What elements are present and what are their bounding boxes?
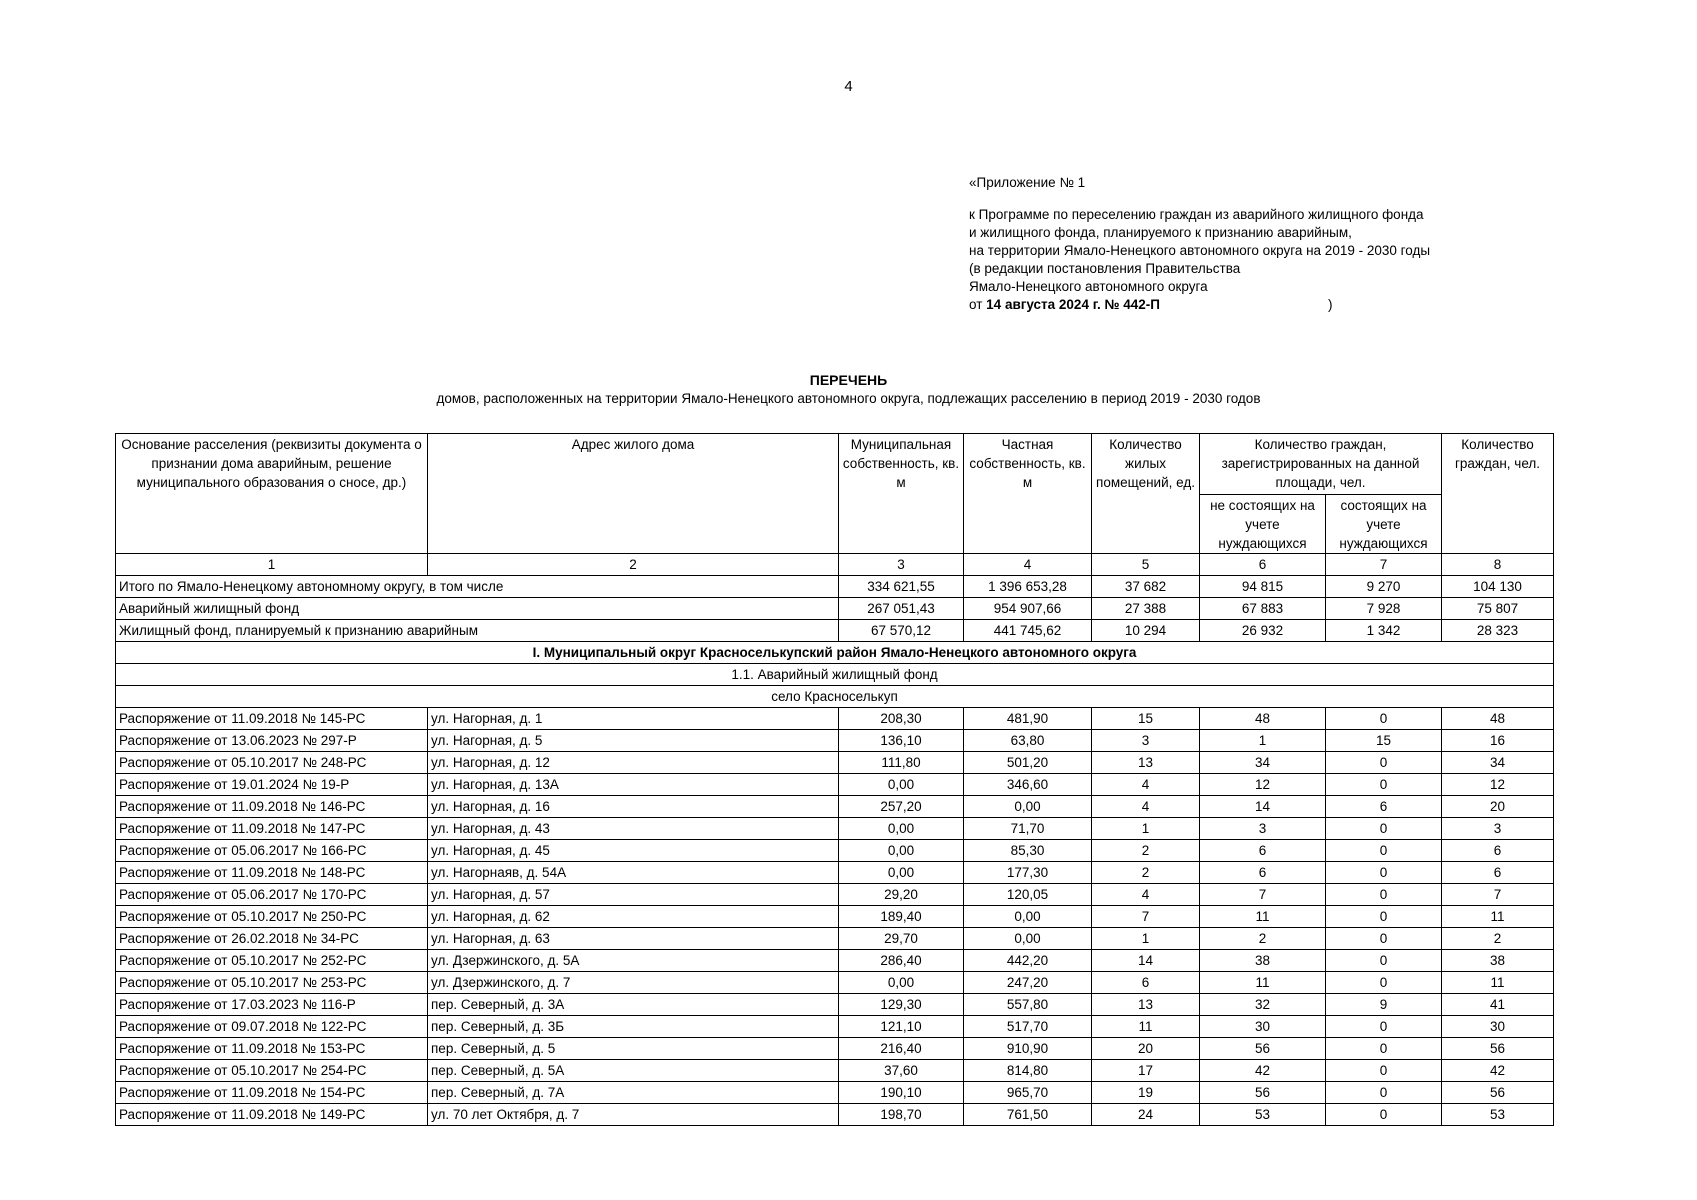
premises-cell: 15 (1092, 708, 1200, 730)
registered-cell: 0 (1326, 1082, 1442, 1104)
houses-table (115, 433, 1554, 1126)
table-row (116, 906, 1554, 928)
basis-cell: Распоряжение от 11.09.2018 № 148-РС (116, 862, 428, 884)
totals-row (116, 598, 1554, 620)
header-premises-count: Количество жилых помещений, ед. (1092, 434, 1200, 554)
header-citizens-group: Количество граждан, зарегистрированных на данной площади, чел. (1200, 434, 1442, 495)
total-cell: 7 (1442, 884, 1554, 906)
premises-cell: 19 (1092, 1082, 1200, 1104)
subsection-title: 1.1. Аварийный жилищный фонд (116, 664, 1554, 686)
locality-row (116, 686, 1554, 708)
not-registered-cell: 30 (1200, 1016, 1326, 1038)
not-registered-cell: 32 (1200, 994, 1326, 1016)
totals-label: Итого по Ямало-Ненецкому автономному округу, в том числе (116, 576, 839, 598)
not-registered-cell: 12 (1200, 774, 1326, 796)
premises-cell: 13 (1092, 994, 1200, 1016)
total-cell: 53 (1442, 1104, 1554, 1126)
section-row (116, 642, 1554, 664)
registered-cell: 0 (1326, 1104, 1442, 1126)
basis-cell: Распоряжение от 05.10.2017 № 250-РС (116, 906, 428, 928)
municipal-area-cell: 286,40 (839, 950, 964, 972)
private-area-cell: 0,00 (964, 928, 1092, 950)
premises-cell: 17 (1092, 1060, 1200, 1082)
total-cell: 11 (1442, 972, 1554, 994)
header-registered: состоящих на учете нуждающихся (1326, 494, 1442, 554)
table-row (116, 928, 1554, 950)
address-cell: ул. Нагорнаяв, д. 54А (428, 862, 839, 884)
appendix-title: «Приложение № 1 (969, 175, 1086, 190)
address-cell: ул. Нагорная, д. 5 (428, 730, 839, 752)
totals-value: 1 396 653,28 (964, 576, 1092, 598)
premises-cell: 2 (1092, 862, 1200, 884)
total-cell: 42 (1442, 1060, 1554, 1082)
not-registered-cell: 6 (1200, 862, 1326, 884)
column-number: 2 (428, 554, 839, 576)
basis-cell: Распоряжение от 17.03.2023 № 116-Р (116, 994, 428, 1016)
address-cell: пер. Северный, д. 3Б (428, 1016, 839, 1038)
totals-value: 67 883 (1200, 598, 1326, 620)
municipal-area-cell: 198,70 (839, 1104, 964, 1126)
not-registered-cell: 1 (1200, 730, 1326, 752)
not-registered-cell: 2 (1200, 928, 1326, 950)
address-cell: ул. Нагорная, д. 63 (428, 928, 839, 950)
registered-cell: 0 (1326, 1038, 1442, 1060)
total-cell: 3 (1442, 818, 1554, 840)
totals-label: Аварийный жилищный фонд (116, 598, 839, 620)
table-row (116, 862, 1554, 884)
totals-value: 441 745,62 (964, 620, 1092, 642)
private-area-cell: 442,20 (964, 950, 1092, 972)
table-row (116, 1082, 1554, 1104)
totals-value: 267 051,43 (839, 598, 964, 620)
address-cell: ул. Нагорная, д. 1 (428, 708, 839, 730)
private-area-cell: 481,90 (964, 708, 1092, 730)
column-number: 8 (1442, 554, 1554, 576)
premises-cell: 3 (1092, 730, 1200, 752)
registered-cell: 15 (1326, 730, 1442, 752)
premises-cell: 14 (1092, 950, 1200, 972)
basis-cell: Распоряжение от 09.07.2018 № 122-РС (116, 1016, 428, 1038)
table-row (116, 1016, 1554, 1038)
premises-cell: 20 (1092, 1038, 1200, 1060)
municipal-area-cell: 37,60 (839, 1060, 964, 1082)
column-number: 7 (1326, 554, 1442, 576)
header-address: Адрес жилого дома (428, 434, 839, 554)
not-registered-cell: 53 (1200, 1104, 1326, 1126)
premises-cell: 6 (1092, 972, 1200, 994)
table-row (116, 730, 1554, 752)
registered-cell: 0 (1326, 752, 1442, 774)
table-row (116, 1038, 1554, 1060)
municipal-area-cell: 0,00 (839, 774, 964, 796)
table-row (116, 796, 1554, 818)
total-cell: 12 (1442, 774, 1554, 796)
basis-cell: Распоряжение от 11.09.2018 № 153-РС (116, 1038, 428, 1060)
decree-reference: 14 августа 2024 г. № 442-П (986, 297, 1160, 312)
appendix-line: (в редакции постановления Правительства (969, 261, 1241, 276)
private-area-cell: 517,70 (964, 1016, 1092, 1038)
municipal-area-cell: 189,40 (839, 906, 964, 928)
premises-cell: 11 (1092, 1016, 1200, 1038)
table-row (116, 884, 1554, 906)
basis-cell: Распоряжение от 05.10.2017 № 252-РС (116, 950, 428, 972)
municipal-area-cell: 129,30 (839, 994, 964, 1016)
private-area-cell: 85,30 (964, 840, 1092, 862)
address-cell: ул. Нагорная, д. 12 (428, 752, 839, 774)
address-cell: пер. Северный, д. 3А (428, 994, 839, 1016)
municipal-area-cell: 111,80 (839, 752, 964, 774)
address-cell: ул. 70 лет Октября, д. 7 (428, 1104, 839, 1126)
totals-value: 9 270 (1326, 576, 1442, 598)
private-area-cell: 177,30 (964, 862, 1092, 884)
address-cell: ул. Нагорная, д. 13А (428, 774, 839, 796)
registered-cell: 0 (1326, 862, 1442, 884)
basis-cell: Распоряжение от 05.06.2017 № 170-РС (116, 884, 428, 906)
address-cell: пер. Северный, д. 7А (428, 1082, 839, 1104)
section-title: I. Муниципальный округ Красноселькупский район Ямало-Ненецкого автономного округа (116, 642, 1554, 664)
not-registered-cell: 3 (1200, 818, 1326, 840)
private-area-cell: 247,20 (964, 972, 1092, 994)
total-cell: 56 (1442, 1082, 1554, 1104)
not-registered-cell: 7 (1200, 884, 1326, 906)
appendix-line: к Программе по переселению граждан из аварийного жилищного фонда (969, 207, 1424, 222)
address-cell: пер. Северный, д. 5А (428, 1060, 839, 1082)
municipal-area-cell: 190,10 (839, 1082, 964, 1104)
table-row (116, 1060, 1554, 1082)
basis-cell: Распоряжение от 11.09.2018 № 149-РС (116, 1104, 428, 1126)
totals-value: 94 815 (1200, 576, 1326, 598)
private-area-cell: 0,00 (964, 906, 1092, 928)
basis-cell: Распоряжение от 11.09.2018 № 154-РС (116, 1082, 428, 1104)
column-number: 1 (116, 554, 428, 576)
totals-row (116, 576, 1554, 598)
premises-cell: 1 (1092, 818, 1200, 840)
private-area-cell: 0,00 (964, 796, 1092, 818)
table-row (116, 950, 1554, 972)
not-registered-cell: 38 (1200, 950, 1326, 972)
decree-line (969, 296, 1589, 314)
registered-cell: 0 (1326, 774, 1442, 796)
municipal-area-cell: 0,00 (839, 840, 964, 862)
totals-row (116, 620, 1554, 642)
address-cell: пер. Северный, д. 5 (428, 1038, 839, 1060)
total-cell: 16 (1442, 730, 1554, 752)
basis-cell: Распоряжение от 05.10.2017 № 254-РС (116, 1060, 428, 1082)
table-row (116, 708, 1554, 730)
municipal-area-cell: 257,20 (839, 796, 964, 818)
registered-cell: 0 (1326, 928, 1442, 950)
premises-cell: 4 (1092, 884, 1200, 906)
total-cell: 41 (1442, 994, 1554, 1016)
basis-cell: Распоряжение от 13.06.2023 № 297-Р (116, 730, 428, 752)
not-registered-cell: 6 (1200, 840, 1326, 862)
premises-cell: 7 (1092, 906, 1200, 928)
page-number: 4 (844, 78, 853, 95)
appendix-line: Ямало-Ненецкого автономного округа (969, 279, 1208, 294)
header-total-citizens: Количество граждан, чел. (1442, 434, 1554, 554)
document-subtitle: домов, расположенных на территории Ямало-Ненецкого автономного округа, подлежащих расселению в период 2019 - 2030 годов (436, 391, 1261, 406)
address-cell: ул. Дзержинского, д. 7 (428, 972, 839, 994)
registered-cell: 0 (1326, 1016, 1442, 1038)
column-number: 5 (1092, 554, 1200, 576)
header-basis: Основание расселения (реквизиты документа о признании дома аварийным, решение муниципального образования о сносе, др.) (116, 434, 428, 554)
total-cell: 6 (1442, 862, 1554, 884)
not-registered-cell: 48 (1200, 708, 1326, 730)
locality-title: село Красноселькуп (116, 686, 1554, 708)
total-cell: 48 (1442, 708, 1554, 730)
column-numbers-row (116, 554, 1554, 576)
totals-label: Жилищный фонд, планируемый к признанию аварийным (116, 620, 839, 642)
registered-cell: 9 (1326, 994, 1442, 1016)
address-cell: ул. Нагорная, д. 43 (428, 818, 839, 840)
totals-value: 75 807 (1442, 598, 1554, 620)
address-cell: ул. Нагорная, д. 45 (428, 840, 839, 862)
table-row (116, 752, 1554, 774)
header-not-registered: не состоящих на учете нуждающихся (1200, 494, 1326, 554)
totals-value: 27 388 (1092, 598, 1200, 620)
premises-cell: 4 (1092, 774, 1200, 796)
private-area-cell: 910,90 (964, 1038, 1092, 1060)
total-cell: 20 (1442, 796, 1554, 818)
premises-cell: 13 (1092, 752, 1200, 774)
column-number: 6 (1200, 554, 1326, 576)
totals-value: 954 907,66 (964, 598, 1092, 620)
registered-cell: 0 (1326, 906, 1442, 928)
totals-value: 28 323 (1442, 620, 1554, 642)
basis-cell: Распоряжение от 11.09.2018 № 146-РС (116, 796, 428, 818)
table-row (116, 774, 1554, 796)
private-area-cell: 63,80 (964, 730, 1092, 752)
decree-prefix: от (969, 297, 983, 312)
table-row (116, 994, 1554, 1016)
table-row (116, 972, 1554, 994)
not-registered-cell: 34 (1200, 752, 1326, 774)
total-cell: 38 (1442, 950, 1554, 972)
totals-value: 10 294 (1092, 620, 1200, 642)
not-registered-cell: 14 (1200, 796, 1326, 818)
private-area-cell: 557,80 (964, 994, 1092, 1016)
municipal-area-cell: 0,00 (839, 972, 964, 994)
column-number: 3 (839, 554, 964, 576)
header-private-area: Частная собственность, кв. м (964, 434, 1092, 554)
address-cell: ул. Нагорная, д. 57 (428, 884, 839, 906)
premises-cell: 4 (1092, 796, 1200, 818)
private-area-cell: 814,80 (964, 1060, 1092, 1082)
not-registered-cell: 11 (1200, 972, 1326, 994)
basis-cell: Распоряжение от 05.10.2017 № 253-РС (116, 972, 428, 994)
premises-cell: 1 (1092, 928, 1200, 950)
municipal-area-cell: 29,70 (839, 928, 964, 950)
municipal-area-cell: 29,20 (839, 884, 964, 906)
not-registered-cell: 56 (1200, 1038, 1326, 1060)
registered-cell: 0 (1326, 708, 1442, 730)
registered-cell: 0 (1326, 840, 1442, 862)
table-row (116, 840, 1554, 862)
decree-close: ) (1328, 297, 1333, 312)
not-registered-cell: 56 (1200, 1082, 1326, 1104)
private-area-cell: 346,60 (964, 774, 1092, 796)
not-registered-cell: 11 (1200, 906, 1326, 928)
total-cell: 11 (1442, 906, 1554, 928)
table-row (116, 1104, 1554, 1126)
registered-cell: 0 (1326, 1060, 1442, 1082)
private-area-cell: 120,05 (964, 884, 1092, 906)
basis-cell: Распоряжение от 05.06.2017 № 166-РС (116, 840, 428, 862)
basis-cell: Распоряжение от 05.10.2017 № 248-РС (116, 752, 428, 774)
basis-cell: Распоряжение от 26.02.2018 № 34-РС (116, 928, 428, 950)
municipal-area-cell: 0,00 (839, 818, 964, 840)
appendix-line: и жилищного фонда, планируемого к признанию аварийным, (969, 225, 1352, 240)
totals-value: 334 621,55 (839, 576, 964, 598)
basis-cell: Распоряжение от 11.09.2018 № 147-РС (116, 818, 428, 840)
address-cell: ул. Нагорная, д. 16 (428, 796, 839, 818)
registered-cell: 0 (1326, 950, 1442, 972)
totals-value: 104 130 (1442, 576, 1554, 598)
table-body (116, 554, 1554, 1126)
subsection-row (116, 664, 1554, 686)
basis-cell: Распоряжение от 11.09.2018 № 145-РС (116, 708, 428, 730)
table-row (116, 818, 1554, 840)
municipal-area-cell: 208,30 (839, 708, 964, 730)
document-title: ПЕРЕЧЕНЬ (809, 372, 888, 388)
header-municipal-area: Муниципальная собственность, кв. м (839, 434, 964, 554)
registered-cell: 0 (1326, 818, 1442, 840)
totals-value: 37 682 (1092, 576, 1200, 598)
total-cell: 6 (1442, 840, 1554, 862)
registered-cell: 6 (1326, 796, 1442, 818)
totals-value: 67 570,12 (839, 620, 964, 642)
premises-cell: 2 (1092, 840, 1200, 862)
municipal-area-cell: 0,00 (839, 862, 964, 884)
total-cell: 30 (1442, 1016, 1554, 1038)
municipal-area-cell: 216,40 (839, 1038, 964, 1060)
total-cell: 34 (1442, 752, 1554, 774)
basis-cell: Распоряжение от 19.01.2024 № 19-Р (116, 774, 428, 796)
address-cell: ул. Нагорная, д. 62 (428, 906, 839, 928)
municipal-area-cell: 121,10 (839, 1016, 964, 1038)
total-cell: 56 (1442, 1038, 1554, 1060)
address-cell: ул. Дзержинского, д. 5А (428, 950, 839, 972)
totals-value: 1 342 (1326, 620, 1442, 642)
appendix-line: на территории Ямало-Ненецкого автономного округа на 2019 - 2030 годы (969, 243, 1431, 258)
registered-cell: 0 (1326, 972, 1442, 994)
total-cell: 2 (1442, 928, 1554, 950)
totals-value: 7 928 (1326, 598, 1442, 620)
registered-cell: 0 (1326, 884, 1442, 906)
appendix-block (969, 174, 1589, 314)
not-registered-cell: 42 (1200, 1060, 1326, 1082)
private-area-cell: 761,50 (964, 1104, 1092, 1126)
premises-cell: 24 (1092, 1104, 1200, 1126)
municipal-area-cell: 136,10 (839, 730, 964, 752)
private-area-cell: 965,70 (964, 1082, 1092, 1104)
private-area-cell: 71,70 (964, 818, 1092, 840)
private-area-cell: 501,20 (964, 752, 1092, 774)
column-number: 4 (964, 554, 1092, 576)
totals-value: 26 932 (1200, 620, 1326, 642)
